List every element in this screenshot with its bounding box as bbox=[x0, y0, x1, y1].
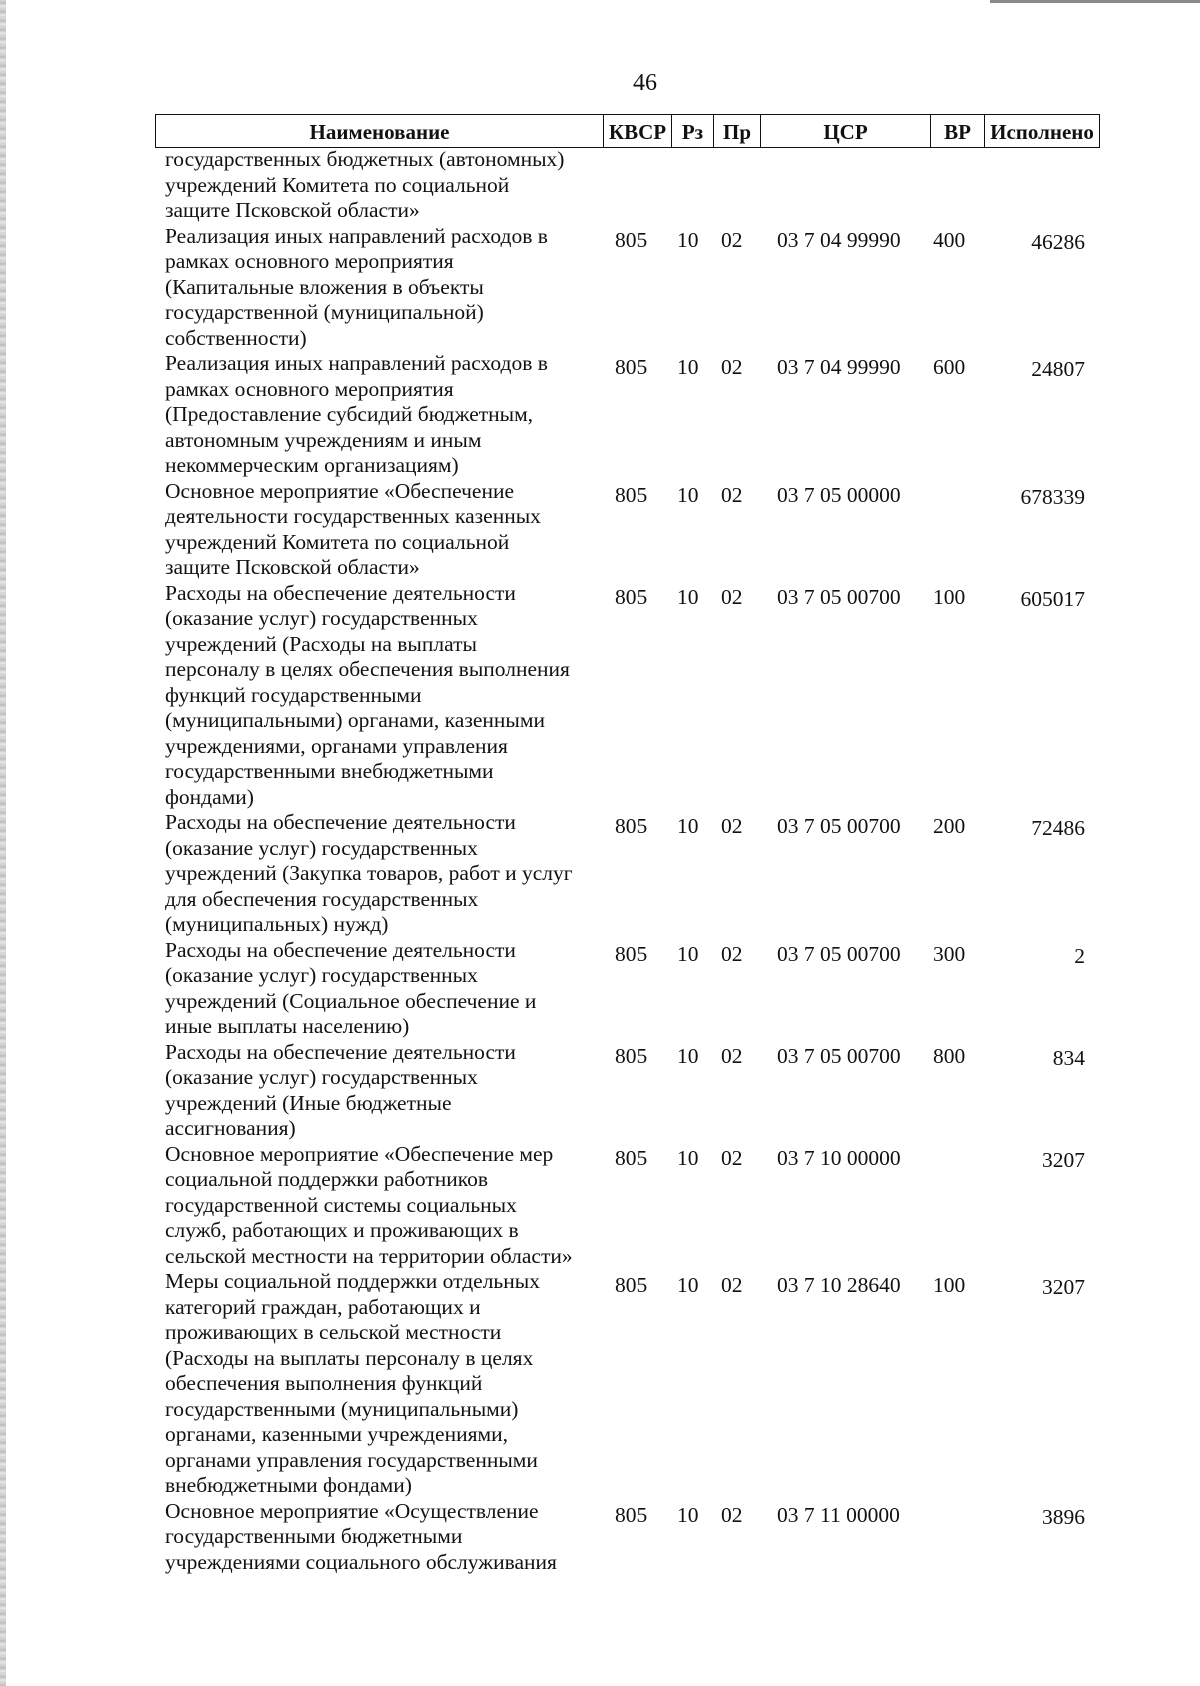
header-pr: Пр bbox=[713, 114, 761, 148]
row-ispolneno: 3207 bbox=[1042, 1147, 1085, 1172]
row-vr: 200 bbox=[933, 814, 966, 838]
row-pr: 02 bbox=[721, 814, 743, 838]
row-pr: 02 bbox=[721, 1273, 743, 1297]
row-kvsr: 805 bbox=[615, 227, 648, 252]
page-number: 46 bbox=[633, 70, 657, 96]
row-rz: 10 bbox=[677, 227, 699, 252]
row-ispolneno: 605017 bbox=[1020, 586, 1085, 611]
scan-edge-left bbox=[0, 0, 6, 1686]
row-vr: 100 bbox=[933, 1273, 966, 1297]
table-row bbox=[165, 810, 1125, 938]
row-rz: 10 bbox=[677, 355, 699, 379]
table-row bbox=[165, 938, 1125, 1040]
row-rz: 10 bbox=[677, 1273, 699, 1297]
row-ispolneno: 46286 bbox=[1031, 229, 1085, 254]
row-ispolneno: 24807 bbox=[1031, 357, 1085, 381]
row-csr: 03 7 05 00700 bbox=[777, 941, 901, 966]
row-name: государственных бюджетных (автономных) учреждений Комитета по социальной защите Псковской области» bbox=[165, 147, 565, 222]
row-name: Расходы на обеспечение деятельности (оказание услуг) государственных учреждений (Иные бюджетные ассигнования) bbox=[165, 1039, 516, 1140]
row-rz: 10 bbox=[677, 1043, 699, 1068]
row-ispolneno: 834 bbox=[1052, 1045, 1085, 1070]
row-name: Меры социальной поддержки отдельных категорий граждан, работающих и проживающих в сельской местности (Расходы на выплаты персоналу в целях обеспечения выполнения функций государственными (муниципальными) органами, казенными учреждениями, органами управления государственными внебюджетными фондами) bbox=[165, 1269, 540, 1497]
row-name: Основное мероприятие «Обеспечение деятельности государственных казенных учреждений Комитета по социальной защите Псковской области» bbox=[165, 478, 541, 579]
row-rz: 10 bbox=[677, 1145, 699, 1170]
row-kvsr: 805 bbox=[615, 1043, 648, 1068]
row-kvsr: 805 bbox=[615, 584, 648, 609]
table-row bbox=[165, 1040, 1125, 1142]
row-pr: 02 bbox=[721, 1043, 743, 1068]
table-row bbox=[165, 1269, 1125, 1499]
row-ispolneno: 678339 bbox=[1020, 484, 1085, 509]
row-ispolneno: 72486 bbox=[1031, 816, 1085, 840]
row-rz: 10 bbox=[677, 584, 699, 609]
table-row bbox=[165, 581, 1125, 811]
row-name: Реализация иных направлений расходов в рамках основного мероприятия (Капитальные вложения в объекты государственной (муниципальной) собственности) bbox=[165, 223, 548, 350]
row-kvsr: 805 bbox=[615, 814, 648, 838]
row-csr: 03 7 05 00000 bbox=[777, 482, 901, 507]
row-rz: 10 bbox=[677, 941, 699, 966]
header-kvsr: КВСР bbox=[603, 114, 671, 148]
row-name: Расходы на обеспечение деятельности (оказание услуг) государственных учреждений (Закупка товаров, работ и услуг для обеспечения государственных (муниципальных) нужд) bbox=[165, 810, 573, 936]
row-kvsr: 805 bbox=[615, 482, 648, 507]
table-header bbox=[155, 114, 1100, 148]
row-vr: 300 bbox=[933, 941, 966, 966]
row-pr: 02 bbox=[721, 1145, 743, 1170]
row-name: Реализация иных направлений расходов в рамках основного мероприятия (Предоставление субсидий бюджетным, автономным учреждениям и иным некоммерческим организациям) bbox=[165, 351, 548, 477]
row-rz: 10 bbox=[677, 482, 699, 507]
row-vr: 600 bbox=[933, 355, 966, 379]
table-row bbox=[165, 1499, 1125, 1576]
row-ispolneno: 3207 bbox=[1042, 1275, 1085, 1299]
row-csr: 03 7 05 00700 bbox=[777, 814, 901, 838]
row-csr: 03 7 05 00700 bbox=[777, 1043, 901, 1068]
row-vr: 800 bbox=[933, 1043, 966, 1068]
row-vr: 400 bbox=[933, 227, 966, 252]
row-rz: 10 bbox=[677, 1502, 699, 1527]
row-csr: 03 7 10 28640 bbox=[777, 1273, 901, 1297]
row-pr: 02 bbox=[721, 941, 743, 966]
row-kvsr: 805 bbox=[615, 355, 648, 379]
row-csr: 03 7 10 00000 bbox=[777, 1145, 901, 1170]
row-kvsr: 805 bbox=[615, 1273, 648, 1297]
row-csr: 03 7 04 99990 bbox=[777, 227, 901, 252]
row-csr: 03 7 11 00000 bbox=[777, 1502, 900, 1527]
header-rz: Рз bbox=[671, 114, 713, 148]
row-kvsr: 805 bbox=[615, 1145, 648, 1170]
row-kvsr: 805 bbox=[615, 941, 648, 966]
table-row bbox=[165, 351, 1125, 479]
row-pr: 02 bbox=[721, 584, 743, 609]
row-pr: 02 bbox=[721, 1502, 743, 1527]
scan-edge-top bbox=[990, 0, 1200, 3]
row-ispolneno: 3896 bbox=[1042, 1504, 1085, 1529]
row-name: Основное мероприятие «Обеспечение мер социальной поддержки работников государственной системы социальных служб, работающих и проживающих в сельской местности на территории области» bbox=[165, 1141, 573, 1268]
row-csr: 03 7 04 99990 bbox=[777, 355, 901, 379]
row-name: Расходы на обеспечение деятельности (оказание услуг) государственных учреждений (Социальное обеспечение и иные выплаты населению) bbox=[165, 937, 537, 1038]
table-row bbox=[165, 224, 1125, 352]
table-row bbox=[165, 479, 1125, 581]
row-pr: 02 bbox=[721, 355, 743, 379]
row-name: Основное мероприятие «Осуществление государственными бюджетными учреждениями социального обслуживания bbox=[165, 1498, 557, 1574]
table-row bbox=[165, 1142, 1125, 1270]
table-row bbox=[165, 147, 1125, 224]
row-pr: 02 bbox=[721, 482, 743, 507]
row-kvsr: 805 bbox=[615, 1502, 648, 1527]
row-name: Расходы на обеспечение деятельности (оказание услуг) государственных учреждений (Расходы на выплаты персоналу в целях обеспечения выполнения функций государственными (муниципальными) органами, казенными учреждениями, органами управления государственными внебюджетными фондами) bbox=[165, 580, 570, 809]
header-ispolneno: Исполнено bbox=[985, 114, 1100, 148]
row-csr: 03 7 05 00700 bbox=[777, 584, 901, 609]
header-csr: ЦСР bbox=[761, 114, 931, 148]
row-vr: 100 bbox=[933, 584, 966, 609]
header-name: Наименование bbox=[155, 114, 603, 148]
table-body bbox=[165, 147, 1125, 1575]
row-ispolneno: 2 bbox=[1074, 943, 1085, 968]
row-rz: 10 bbox=[677, 814, 699, 838]
row-pr: 02 bbox=[721, 227, 743, 252]
header-vr: ВР bbox=[931, 114, 985, 148]
